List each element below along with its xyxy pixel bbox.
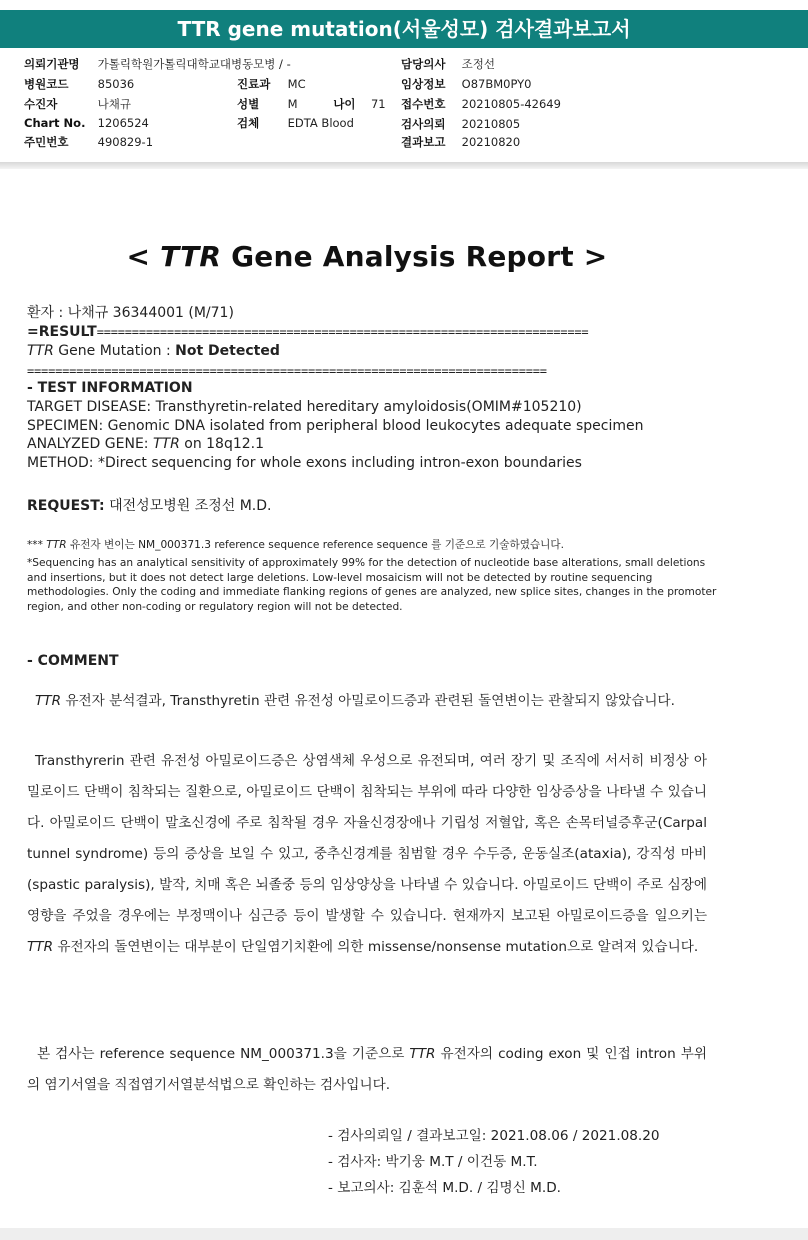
analyzed-prefix: ANALYZED GENE:: [27, 436, 153, 452]
comment-p2-text-a: Transthyrerin 관련 유전성 아밀로이드증은 상염색체 우성으로 유전되며, 여러 장기 및 조직에 서서히 비정상 아밀로이드 단백이 침착되는 질환으로, 아밀로이드 단백이 침착되는 부위에 따라 다양한 임상증상을 나타낼 수 있습니다. 아밀로이드 단백이 말초신경에 주로 침착될 경우 자율신경장애나 기립성 저혈압, 혹은 손목터널증후군(Carpal tunnel syndrome) 등의 증상을 보일 수 있고, 중추신경계를 침범할 경우 수두증, 운동실조(ataxia), 강직성 마비(spastic paralysis), 발작, 치매 혹은 뇌졸중 등의 임상양상을 나타낼 수 있습니다. 아밀로이드 단백이 주로 심장에 영향을 주었을 경우에는 부정맥이나 심근증 등이 발생할 수 있습니다. 현재까지 보고된 아밀로이드증을 일으키는: [27, 753, 707, 924]
doctor-row: [401, 56, 495, 72]
sex-row: [237, 96, 386, 112]
title-gene: TTR: [160, 240, 222, 273]
specimen-info: SPECIMEN: Genomic DNA isolated from peripheral blood leukocytes adequate specimen: [27, 418, 644, 434]
age-value: 71: [370, 97, 386, 111]
title-rest: Gene Analysis Report >: [221, 240, 608, 273]
note-gene: TTR: [46, 539, 67, 551]
id-row: [24, 134, 153, 150]
signature-doctors: - 보고의사: 김훈석 M.D. / 김명신 M.D.: [328, 1180, 561, 1196]
test-info-heading: - TEST INFORMATION: [27, 380, 193, 396]
analyzed-gene-name: TTR: [152, 436, 180, 452]
mutation-label: Gene Mutation :: [53, 343, 176, 359]
comment-p3-text-a: 본 검사는 reference sequence NM_000371.3을 기준으로: [37, 1046, 410, 1062]
hospital-code-label: 병원코드: [24, 77, 69, 91]
recipient-value: 나채규: [97, 97, 131, 111]
id-label: 주민번호: [24, 135, 69, 149]
sequencing-disclaimer: *Sequencing has an analytical sensitivity of approximately 99% for the detection of nucleotide base alterations, small deletions and insertions, but it does not detect large deletions. Low-level mosaicism will not be detected by routine sequencing methodologies. Only the coding and immediate flanking regions of genes are analyzed, new splice sites, changes in the promoter region, and other non-coding or regulatory region will not be detected.: [27, 557, 717, 613]
institution-label: 의뢰기관명: [24, 57, 80, 71]
chart-label: Chart No.: [24, 116, 86, 130]
title-prefix: <: [126, 240, 161, 273]
report-date-row: [401, 134, 520, 150]
recipient-label: 수진자: [24, 97, 58, 111]
dept-row: [237, 76, 306, 92]
doctor-value: 조정선: [461, 57, 495, 71]
note-prefix: ***: [27, 539, 47, 551]
dept-label: 진료과: [237, 77, 271, 91]
specimen-value: EDTA Blood: [287, 116, 354, 130]
request-date-label: 검사의뢰: [401, 117, 446, 131]
receipt-row: [401, 96, 561, 112]
mutation-line: [27, 343, 280, 359]
note-rest: 유전자 변이는 NM_000371.3 reference sequence reference sequence 를 기준으로 기술하였습니다.: [66, 539, 564, 551]
comment-p2-gene: TTR: [27, 939, 54, 955]
comment-heading: - COMMENT: [27, 653, 119, 669]
sex-value: M: [287, 97, 298, 111]
chart-value: 1206524: [97, 116, 149, 130]
patient-line: 환자 : 나채규 36344001 (M/71): [27, 305, 234, 321]
clinical-row: [401, 76, 532, 92]
specimen-row: [237, 115, 354, 131]
request-date-row: [401, 116, 520, 132]
doctor-label: 담당의사: [401, 57, 446, 71]
recipient-row: [24, 96, 131, 112]
specimen-label: 검체: [237, 116, 260, 130]
comment-p1-gene: TTR: [35, 693, 62, 709]
report-date-value: 20210820: [461, 135, 521, 149]
signature-dates: - 검사의뢰일 / 결과보고일: 2021.08.06 / 2021.08.20: [328, 1128, 660, 1144]
hospital-code-value: 85036: [97, 77, 135, 91]
target-disease: TARGET DISEASE: Transthyretin-related hereditary amyloidosis(OMIM#105210): [27, 399, 582, 415]
comment-paragraph-3: [27, 1039, 707, 1101]
request-line: [27, 495, 271, 515]
receipt-label: 접수번호: [401, 97, 446, 111]
id-value: 490829-1: [97, 135, 154, 149]
comment-p3-text-b: 유전자의 coding exon 및 인접 intron 부위의 염기서열을 직접염기서열분석법으로 확인하는 검사입니다.: [27, 1046, 707, 1093]
mutation-gene: TTR: [27, 343, 54, 359]
chart-row: [24, 116, 149, 130]
reference-note: [27, 538, 717, 553]
analyzed-gene: [27, 436, 264, 452]
request-value: 대전성모병원 조정선 M.D.: [104, 498, 272, 514]
dept-value: MC: [287, 77, 306, 91]
clinical-value: O87BM0PY0: [461, 77, 532, 91]
analyzed-rest: on 18q12.1: [179, 436, 265, 452]
result-equals: ======================================================================: [96, 325, 589, 339]
institution-row: [24, 56, 291, 72]
report-banner: TTR gene mutation(서울성모) 검사결과보고서: [0, 10, 808, 48]
comment-paragraph-1: [27, 686, 707, 717]
method-line: METHOD: *Direct sequencing for whole exons including intron-exon boundaries: [27, 455, 582, 471]
receipt-value: 20210805-42649: [461, 97, 561, 111]
result-label: =RESULT: [27, 324, 97, 340]
request-date-value: 20210805: [461, 117, 521, 131]
bottom-strip: [0, 1228, 808, 1240]
comment-p2-text-b: 유전자의 돌연변이는 대부분이 단일염기치환에 의한 missense/nonsense mutation으로 알려져 있습니다.: [53, 939, 699, 955]
comment-p3-gene: TTR: [409, 1046, 436, 1062]
hospital-code-row: [24, 76, 134, 92]
report-title: [0, 240, 734, 273]
comment-p1-text: 유전자 분석결과, Transthyretin 관련 유전성 아밀로이드증과 관련된 돌연변이는 관찰되지 않았습니다.: [61, 693, 675, 709]
equals-divider: ==========================================================================: [27, 364, 547, 378]
result-line: [27, 324, 588, 340]
institution-value: 가톨릭학원가톨릭대학교대병동모병 / -: [97, 57, 291, 71]
report-date-label: 결과보고: [401, 135, 446, 149]
clinical-label: 임상정보: [401, 77, 446, 91]
signature-testers: - 검사자: 박기웅 M.T / 이건동 M.T.: [328, 1154, 538, 1170]
mutation-value: Not Detected: [175, 343, 280, 359]
request-label: REQUEST:: [27, 498, 105, 514]
sex-label: 성별: [237, 97, 260, 111]
header-separator: [0, 162, 808, 169]
age-label: 나이: [333, 97, 356, 111]
comment-paragraph-2: [27, 746, 707, 963]
